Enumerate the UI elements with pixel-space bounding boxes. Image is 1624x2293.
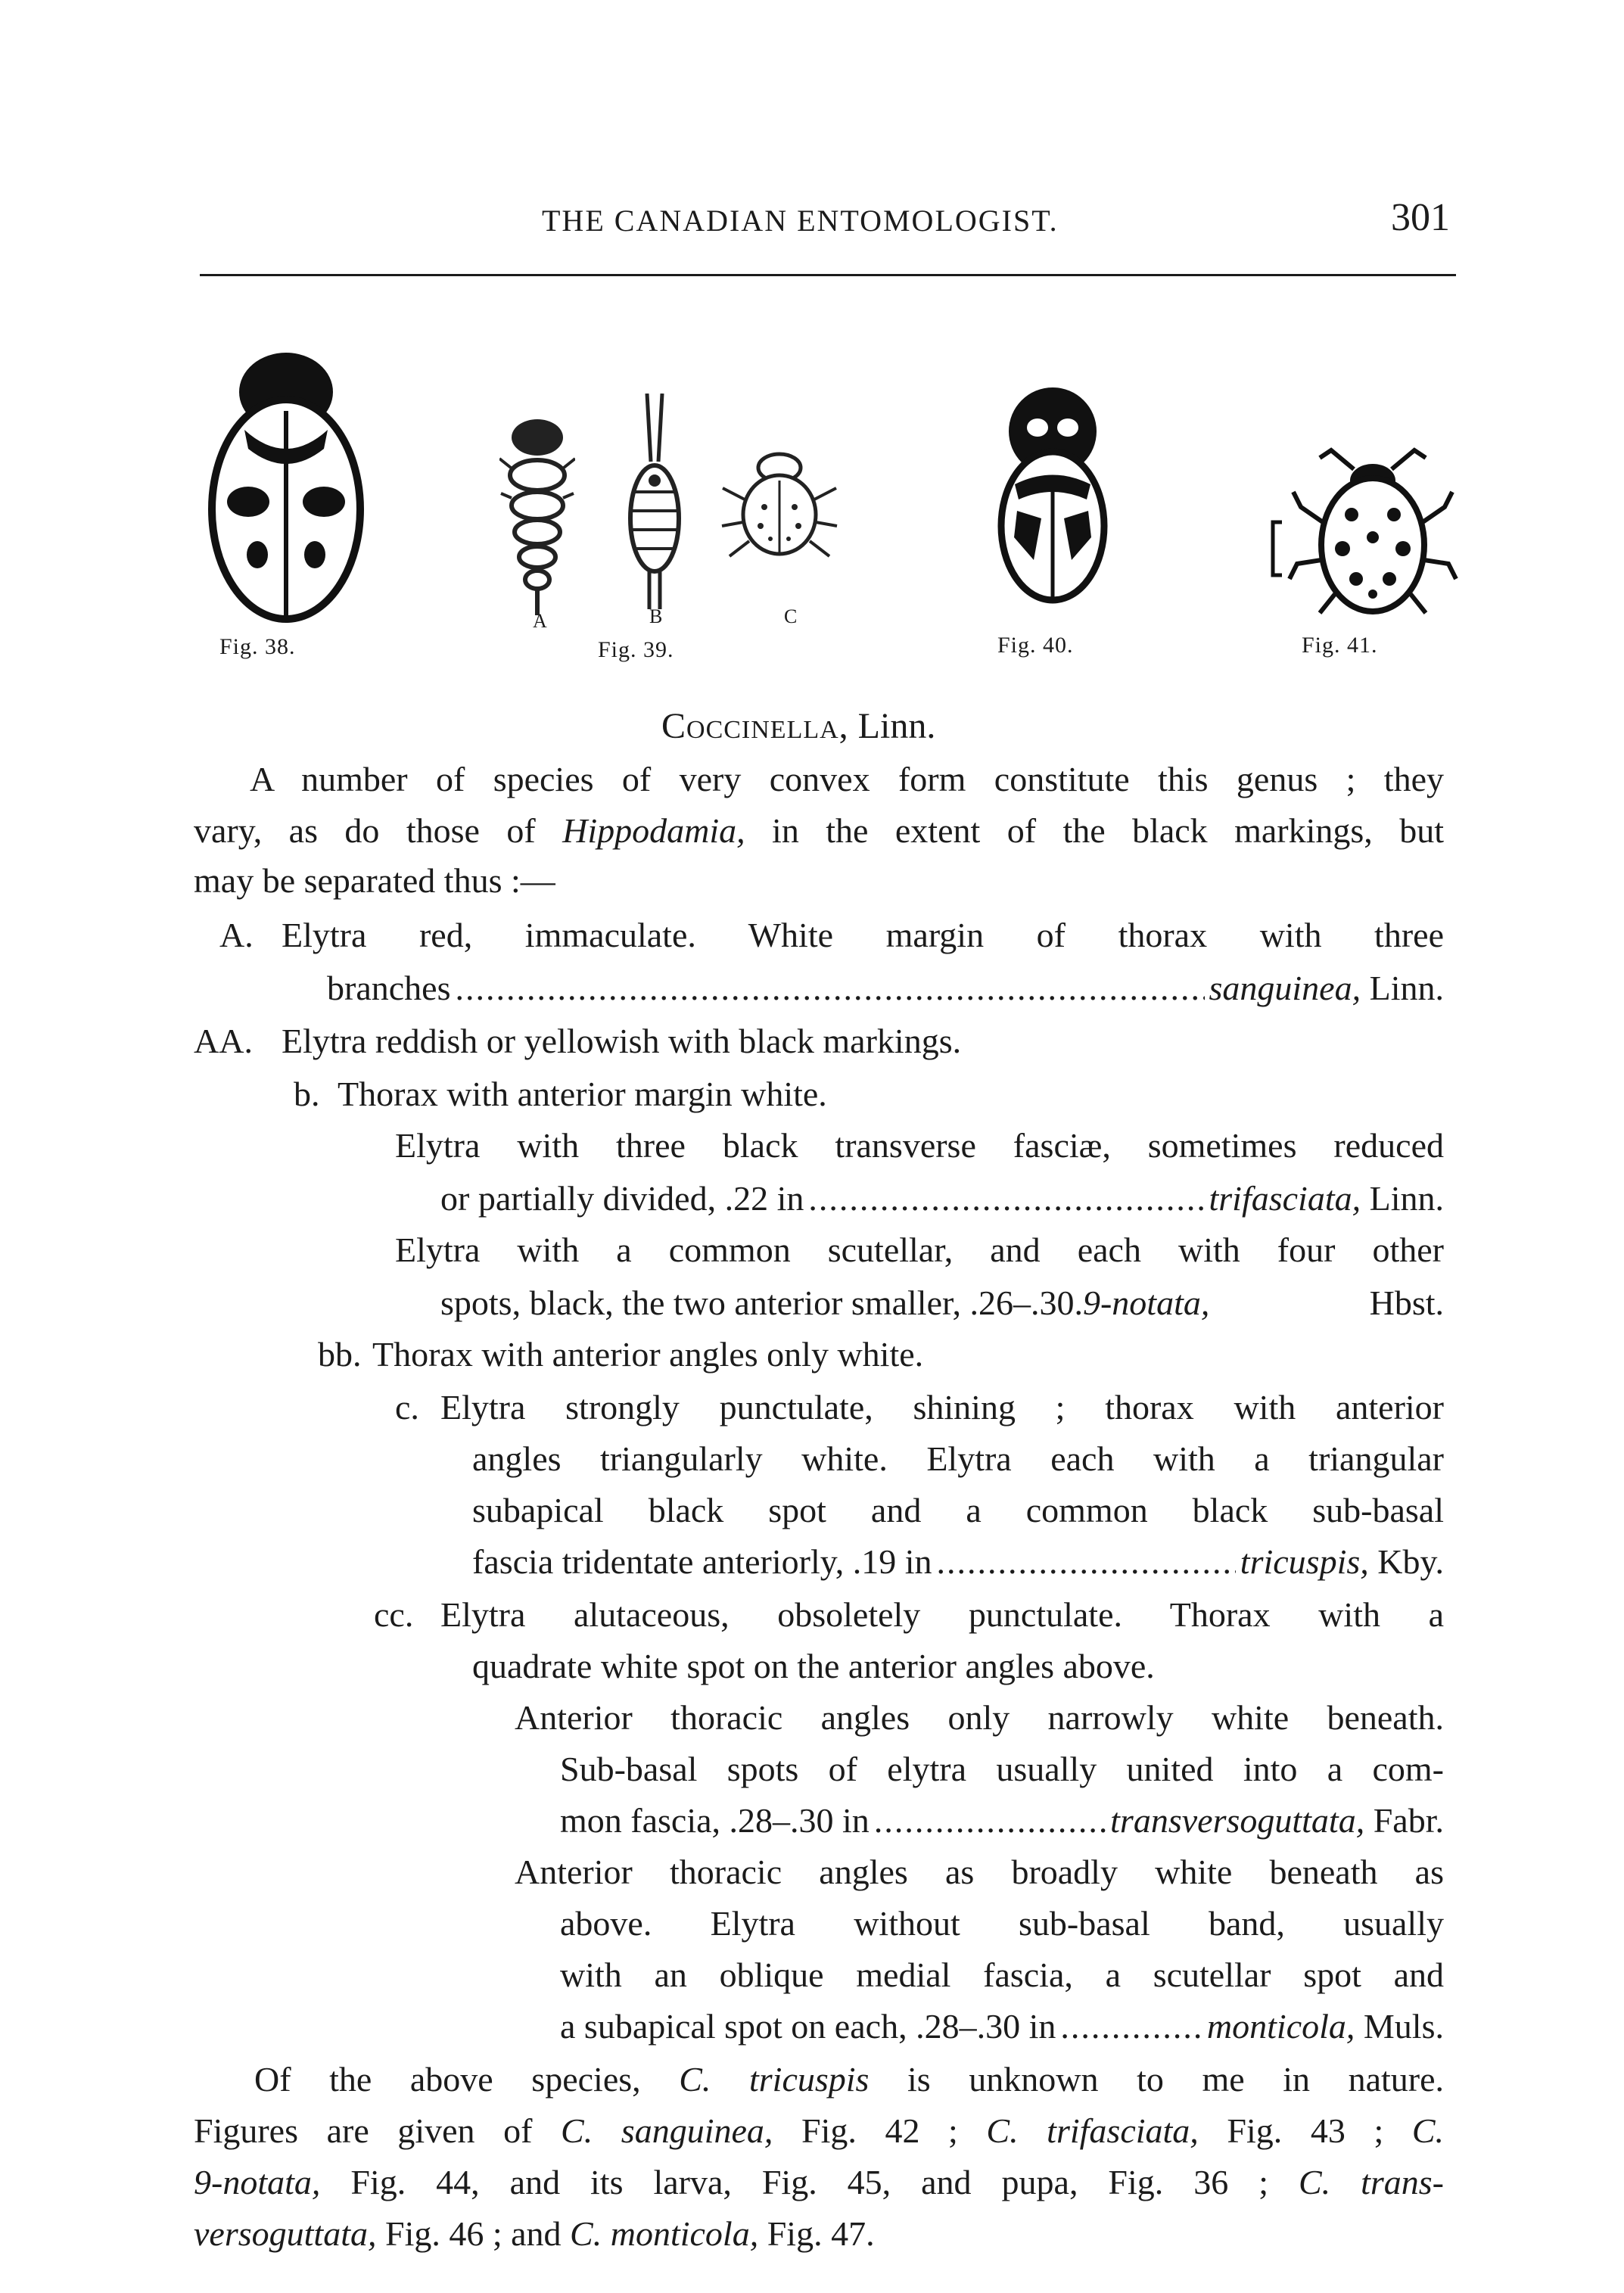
fig39c-adult-illustration (719, 446, 840, 560)
key-cc-line-2: quadrate white spot on the anterior angles above. (472, 1647, 1155, 1685)
key-c-line-3: subapical black spot and a common black sub-basal (472, 1491, 1444, 1529)
fig41-caption: Fig. 41. (1302, 633, 1378, 658)
key-cc2-line-4: a subapical spot on each, .28–.30 in ..... monticola, Muls. (560, 2004, 1444, 2049)
header-rule (200, 274, 1456, 276)
key-b2-line-1: Elytra with a common scutellar, and each with four other (395, 1231, 1444, 1269)
intro-line-2: vary, as do those of Hippodamia, in the extent of the black markings, but (194, 811, 1445, 850)
fig39a-larva-illustration (499, 415, 575, 619)
key-c-line-4: fascia tridentate anteriorly, .19 in ..... tricuspis, Kby. (472, 1539, 1444, 1585)
closing-line-1: Of the above species, C. tricuspis is unknown to me in nature. (254, 2060, 1445, 2099)
key-b2-line-2: spots, black, the two anterior smaller, .26–.30. 9-notata, Hbst. (440, 1280, 1444, 1326)
fig38-ladybird-illustration (203, 339, 369, 627)
intro-line-1: A number of species of very convex form constitute this genus ; they (250, 760, 1444, 798)
key-a-label: A. (219, 916, 254, 954)
species-sanguinea: sanguinea, (1209, 969, 1361, 1007)
key-cc2-line-1: Anterior thoracic angles as broadly white beneath as (515, 1853, 1444, 1891)
key-a-line-2: branches ..... sanguinea, Linn. (327, 966, 1444, 1011)
key-cc1-line-1: Anterior thoracic angles only narrowly white beneath. (515, 1698, 1444, 1737)
fig40-ladybird-illustration (996, 386, 1109, 605)
key-cc-line-1: Elytra alutaceous, obsoletely punctulate. Thorax with a (440, 1595, 1444, 1634)
page-number: 301 (1391, 196, 1450, 239)
fig39-label-a: A (533, 610, 547, 632)
fig39-label-b: B (649, 605, 663, 627)
closing-line-3: 9-notata, Fig. 44, and its larva, Fig. 45, and pupa, Fig. 36 ; C. trans- (194, 2163, 1445, 2201)
closing-line-2: Figures are given of C. sanguinea, Fig. 42 ; C. trifasciata, Fig. 43 ; C. (194, 2111, 1444, 2150)
running-title: THE CANADIAN ENTOMOLOGIST. (542, 204, 1059, 238)
key-c-line-2: angles triangularly white. Elytra each with a triangular (472, 1439, 1444, 1478)
species-9-notata: 9-notata, (1082, 1283, 1210, 1322)
species-monticola: monticola, (1206, 2007, 1355, 2046)
key-aa-label: AA. (194, 1022, 253, 1060)
key-b-text: Thorax with anterior margin white. (338, 1075, 827, 1113)
key-a-line-1: Elytra red, immaculate. White margin of thorax with three (282, 916, 1444, 954)
genus-heading (661, 704, 935, 749)
key-aa-text: Elytra reddish or yellowish with black markings. (282, 1022, 962, 1060)
key-c-line-1: Elytra strongly punctulate, shining ; thorax with anterior (440, 1388, 1444, 1427)
key-b1-line-1: Elytra with three black transverse fasciæ, sometimes reduced (395, 1126, 1444, 1165)
fig40-caption: Fig. 40. (997, 633, 1074, 658)
key-bb-text: Thorax with anterior angles only white. (372, 1335, 924, 1374)
fig39-label-c: C (784, 605, 798, 627)
key-cc2-line-2: above. Elytra without sub-basal band, usually (560, 1904, 1444, 1943)
key-cc1-line-3: mon fascia, .28–.30 in ..... transversoguttata, Fabr. (560, 1798, 1444, 1843)
key-b-label: b. (294, 1075, 320, 1113)
intro-line-3: may be separated thus :— (194, 861, 555, 900)
fig39b-pupa-illustration (621, 394, 689, 621)
key-b1-line-2: or partially divided, .22 in ..... trifasciata, Linn. (440, 1176, 1444, 1221)
genus-name: Coccinella, (661, 706, 849, 746)
key-bb-label: bb. (318, 1335, 362, 1374)
key-c-label: c. (395, 1388, 419, 1427)
key-cc-label: cc. (374, 1595, 414, 1634)
species-trifasciata: trifasciata, (1209, 1179, 1361, 1218)
genus-author: Linn. (857, 706, 936, 746)
key-cc2-line-3: with an oblique medial fascia, a scutellar spot and (560, 1955, 1444, 1994)
species-transversoguttata: transversoguttata, (1110, 1801, 1365, 1840)
key-cc1-line-2: Sub-basal spots of elytra usually united into a com- (560, 1750, 1444, 1788)
hippodamia-genus: Hippodamia, (562, 811, 745, 850)
species-tricuspis: tricuspis, (1240, 1542, 1369, 1581)
fig38-caption: Fig. 38. (219, 634, 296, 659)
closing-line-4: versoguttata, Fig. 46 ; and C. monticola, Fig. 47. (194, 2214, 875, 2253)
fig39-caption: Fig. 39. (598, 637, 674, 662)
fig41-ladybird-illustration (1259, 439, 1464, 621)
